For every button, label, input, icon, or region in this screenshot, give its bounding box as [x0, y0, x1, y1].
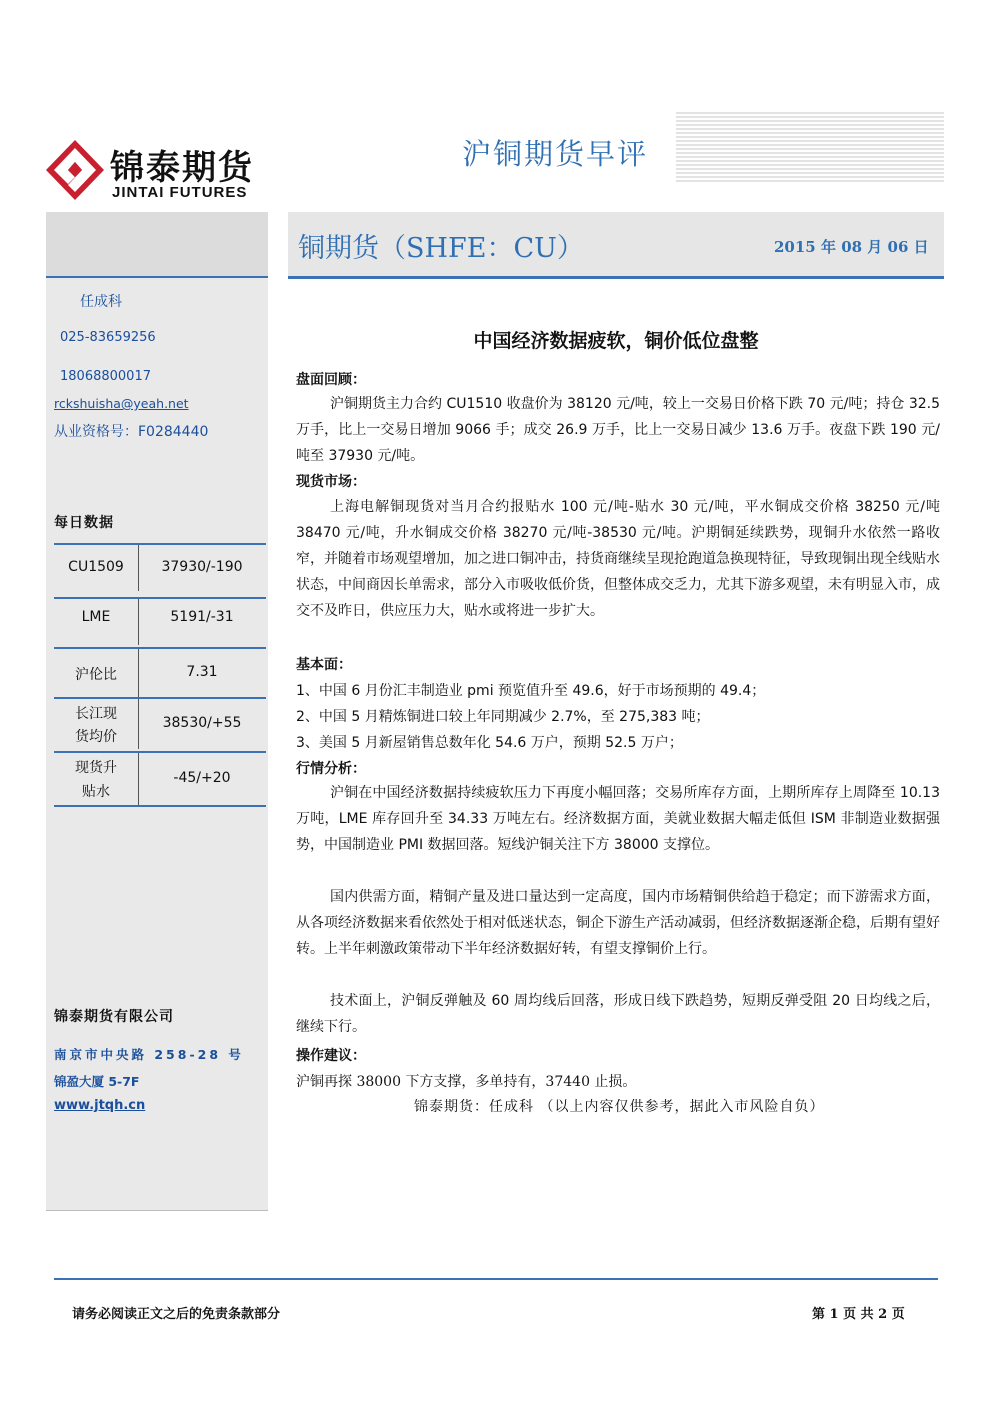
report-date: 2015 年 08 月 06 日 — [774, 238, 929, 256]
table-row — [54, 697, 266, 749]
company-logo-text: 锦泰期货 — [110, 148, 254, 188]
table-row — [54, 647, 266, 697]
company-website-link[interactable]: www.jtqh.cn — [54, 1098, 146, 1113]
fundamental-item: 1、中国 6 月份汇丰制造业 pmi 预览值升至 49.6，好于市场预期的 49.4； — [296, 683, 766, 699]
signature-line: 锦泰期货：任成科 （以上内容仅供参考，据此入市风险自负） — [414, 1099, 825, 1115]
section-title-analysis: 行情分析： — [296, 761, 366, 777]
review-paragraph: 沪铜期货主力合约 CU1510 收盘价为 38120 元/吨，较上一交易日价格下跌 70 元/吨；持仓 32.5 万手，比上一交易日增加 9066 手；成交 26.9 万手，比上一交易日减少 13.6 万手。夜盘下跌 190 元/吨至 37930 元/吨。 — [296, 396, 940, 464]
company-name: 锦泰期货有限公司 — [54, 1009, 174, 1025]
advice-text: 沪铜再探 38000 下方支撑，多单持有，37440 止损。 — [296, 1074, 637, 1090]
company-address: 南京市中央路 258-28 号 — [54, 1047, 244, 1062]
analysis-paragraph: 国内供需方面，精铜产量及进口量达到一定高度，国内市场精铜供给趋于稳定；而下游需求方面，从各项经济数据来看依然处于相对低迷状态，铜企下游生产活动减弱，但经济数据逐渐企稳，后期有望好转。上半年刺激政策带动下半年经济数据好转，有望支撑铜价上行。 — [296, 889, 940, 957]
daily-key: 货均价 — [75, 729, 117, 745]
analyst-mobile: 18068800017 — [60, 369, 151, 384]
daily-key: 现货升 — [75, 760, 117, 776]
sidebar-header-block — [46, 212, 268, 276]
section-title-spot: 现货市场： — [296, 474, 366, 490]
daily-value: 5191/-31 — [170, 609, 234, 625]
spot-paragraph: 上海电解铜现货对当月合约报贴水 100 元/吨-贴水 30 元/吨，平水铜成交价格 38250 元/吨 38470 元/吨，升水铜成交价格 38270 元/吨-38530 元/吨。沪期铜延续跌势，现铜升水依然一路收窄，并随着市场观望增加，加之进口铜冲击，持货商继续呈现抢跑道急换现特征，导致现铜出现全线贴水状态，中间商因长单需求，部分入市吸收低价货，但整体成交乏力，尤其下游多观望，未有明显入市，成交不及昨日，供应压力大，贴水或将进一步扩大。 — [296, 499, 940, 619]
product-title: 铜期货（SHFE：CU） — [298, 233, 584, 264]
daily-value: 37930/-190 — [161, 559, 243, 575]
section-title-advice: 操作建议： — [296, 1048, 366, 1064]
daily-key: 贴水 — [82, 784, 110, 800]
sidebar-rule — [46, 276, 268, 278]
fundamental-item: 2、中国 5 月精炼铜进口较上年同期减少 2.7%，至 275,383 吨； — [296, 709, 710, 725]
analysis-paragraph: 技术面上，沪铜反弹触及 60 周均线后回落，形成日线下跌趋势，短期反弹受阻 20 日均线之后，继续下行。 — [296, 993, 940, 1035]
analyst-email[interactable]: rckshuisha@yeah.net — [54, 396, 189, 411]
daily-value: 7.31 — [186, 664, 218, 680]
company-logo-english: JINTAI FUTURES — [112, 184, 248, 201]
company-building: 锦盈大厦 5-7F — [54, 1074, 140, 1089]
report-title: 沪铜期货早评 — [456, 132, 654, 173]
jintai-logo-icon — [46, 140, 104, 200]
daily-value: 38530/+55 — [162, 715, 242, 731]
header-stripes — [676, 112, 944, 184]
footer-disclaimer: 请务必阅读正文之后的免责条款部分 — [72, 1307, 281, 1322]
daily-key: 长江现 — [75, 706, 117, 722]
section-title-review: 盘面回顾： — [296, 372, 366, 388]
fundamental-item: 3、美国 5 月新屋销售总数年化 54.6 万户，预期 52.5 万户； — [296, 735, 683, 751]
sidebar-bottom-line — [46, 1210, 268, 1211]
table-row — [54, 543, 266, 591]
analyst-phone: 025-83659256 — [60, 330, 156, 345]
table-row — [54, 751, 266, 807]
analyst-name: 任成科 — [80, 294, 122, 310]
article-headline: 中国经济数据疲软，铜价低位盘整 — [473, 330, 759, 352]
daily-value: -45/+20 — [173, 770, 231, 786]
page-number: 第 1 页 共 2 页 — [812, 1307, 905, 1322]
analysis-paragraph: 沪铜在中国经济数据持续疲软压力下再度小幅回落；交易所库存方面，上期所库存上周降至 10.13 万吨，LME 库存回升至 34.33 万吨左右。经济数据方面，美就业数据大幅走低但 ISM 非制造业数据强势，中国制造业 PMI 数据回落。短线沪铜关注下方 38000 支撑位。 — [296, 785, 940, 853]
footer-rule — [54, 1278, 938, 1280]
daily-key: 沪伦比 — [75, 667, 117, 683]
daily-key: CU1509 — [68, 559, 124, 575]
daily-data-label: 每日数据 — [54, 515, 114, 531]
analyst-certificate: 从业资格号：F0284440 — [54, 424, 209, 440]
title-band-rule — [288, 276, 944, 279]
daily-key: LME — [81, 609, 111, 625]
section-title-fundamentals: 基本面： — [296, 657, 352, 673]
table-row — [54, 597, 266, 645]
